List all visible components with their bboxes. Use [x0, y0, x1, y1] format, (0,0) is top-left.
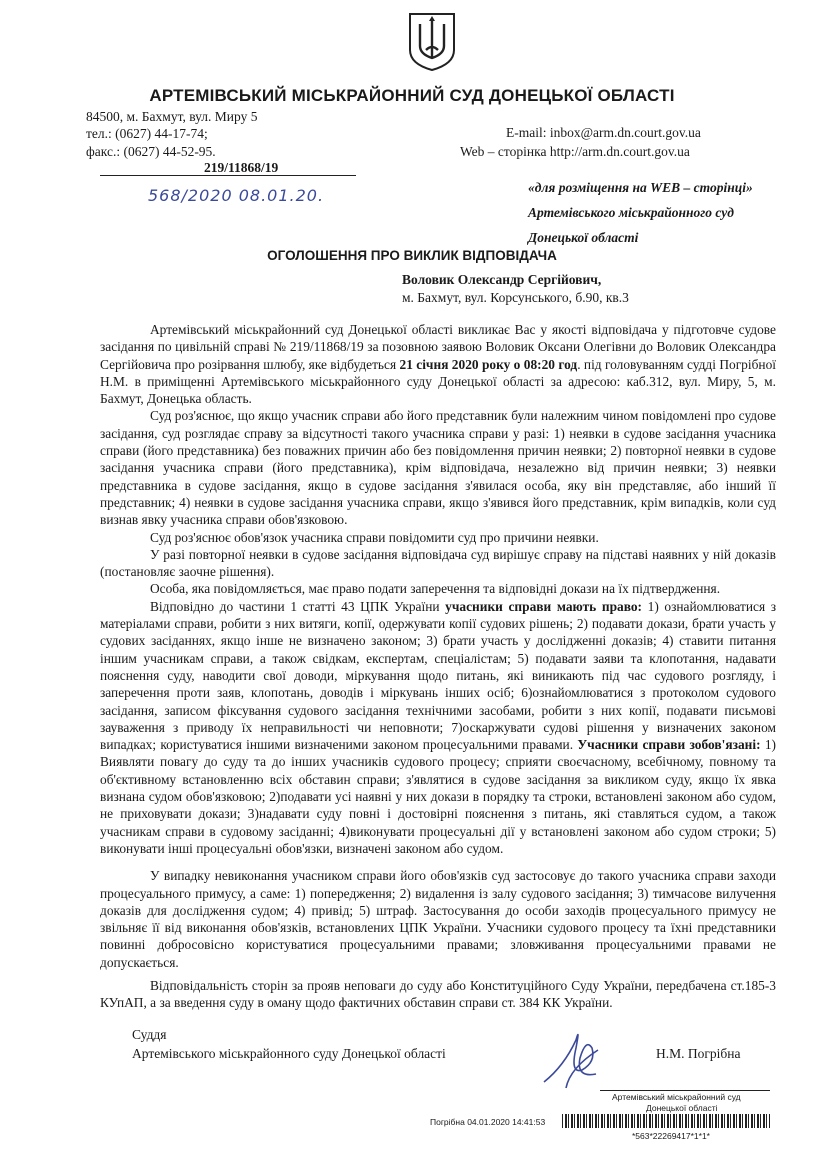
paragraph-coercion: У випадку невиконання учасником справи його обов'язків суд застосовує до такого учасника справи заходи процесуального примусу, а саме: 1) попередження; 2) видалення із залу судового засідання; 3) тимчасове вилучення доказів для дослідження судом; 4) привід; 5) штраф. Застосування до особи заходів процесуального примусу не звільняє її від виконання обов'язків, встановлених ЦПК України. Учасники судового процесу та їхні представники повинні добросовісно користуватися процесуальними правами; зловживання процесуальними правами не допускається. — [100, 868, 776, 970]
case-number-line — [100, 160, 356, 176]
signature-court: Артемівського міськрайонного суду Донецької області — [132, 1046, 446, 1061]
barcode-text: *563*22269417*1*1* — [632, 1131, 710, 1141]
paragraph-summons: Артемівський міськрайонний суд Донецької області викликає Вас у якості відповідача у підготовче судове засідання по цивільній справі № 219/11868/19 за позовною заявою Воловик Оксани Олегівни до Воловик Олександра Сергійовича про розірвання шлюбу, яке відбудеться 21 січня 2020 року о 08:20 год. під головуванням судді Погрібної Н.М. в приміщенні Артемівського міськрайонного суду Донецької області за адресою: каб.312, вул. Миру, 5, м. Бахмут, Донецька область. — [100, 322, 776, 407]
e-signature-info: Погрібна 04.01.2020 14:41:53 — [430, 1117, 546, 1127]
signature-role: Суддя — [132, 1027, 167, 1042]
paragraph-rights-duties: Відповідно до частини 1 статті 43 ЦПК України учасники справи мають право: 1) ознайомлюватися з матеріалами справи, робити з них витяги, копії, одержувати копії судових рішень; 2) подавати докази, брати участь у судових засіданнях, якщо інше не визначено законом; 3) брати участь у дослідженні доказів; 4) ставити питання іншим учасникам справи, а також свідкам, експертам, спеціалістам; 5) подавати заяви та клопотання, надавати пояснення суду, наводити свої доводи, міркування щодо питань, які виникають під час судового розгляду, і заперечення проти заяв, клопотань, доводів і міркувань інших осіб; 6)ознайомлюватися з протоколом судового засідання, записом фіксування судового засідання технічними засобами, робити з них копії, подавати письмові зауваження з приводу їх неправильності чи неповноти; 7)оскаржувати судові рішення у визначених законом випадках; користуватися іншими визначеними законом процесуальними правами. Учасники справи зобов'язані: 1) Виявляти повагу до суду та до інших учасників судового процесу; сприяти своєчасному, всебічному, повному та об'єктивному встановленню всіх обставин справи; з'являтися в судове засідання за викликом суду, якщо їх явка визнана судом обов'язковою; 2)подавати усі наявні у них докази в порядку та строки, встановлені законом або судом, не приховувати докази; 3)надавати суду повні і достовірні пояснення з питань, які ставляться судом, а також учасникам справи в судовому засіданні; 4)виконувати процесуальні дії у встановлені законом або судом строки; 5) виконувати інші процесуальні обов'язки, визначені законом або судом. — [100, 598, 776, 856]
coat-of-arms-emblem — [404, 10, 460, 72]
court-website: Web – сторінка http://arm.dn.court.gov.ua — [460, 144, 690, 159]
court-email: E-mail: inbox@arm.dn.court.gov.ua — [506, 125, 701, 140]
addressee-name: Воловик Олександр Сергійович, — [402, 272, 602, 287]
addressee-address: м. Бахмут, вул. Корсунського, б.90, кв.3 — [402, 290, 629, 305]
notice-body — [100, 321, 776, 1012]
duties-heading: Учасники справи зобов'язані: — [577, 737, 761, 753]
stamp-court: Артемівський міськрайонний суд — [612, 1092, 741, 1102]
handwritten-registration: 568/2020 08.01.20. — [148, 186, 325, 205]
barcode — [562, 1114, 770, 1128]
paragraph-absence: Суд роз'яснює, що якщо учасник справи або його представник були належним чином повідомлені про судове засідання, суд розглядає справу за відсутності такого учасника справи у разі: 1) неявки в судове засідання учасника справи (його представника) без поважних причин або без повідомлення причин неявки; 2) повторної неявки в судове засідання учасника справи (його представника), крім відповідача, незалежно від причин неявки; 3) неявки представника в судове засідання, якщо в судове засідання з'явилася особа, яку він представляє, або інший її представник; 4) неявки в судове засідання учасника справи, якщо з'явився його представник, крім випадків, коли суд визнав явку учасника справи обов'язковою. — [100, 408, 776, 528]
document-title: ОГОЛОШЕННЯ ПРО ВИКЛИК ВІДПОВІДАЧА — [267, 248, 557, 263]
signature-judge-name: Н.М. Погрібна — [656, 1046, 741, 1061]
web-placement-note: «для розміщення на WEB – сторінці» — [528, 180, 753, 195]
court-title: АРТЕМІВСЬКИЙ МІСЬКРАЙОННИЙ СУД ДОНЕЦЬКОЇ ОБЛАСТІ — [149, 86, 675, 105]
case-number: 219/11868/19 — [204, 160, 279, 175]
stamp-region: Донецької області — [646, 1103, 718, 1113]
paragraph-liability: Відповідальність сторін за прояв неповаги до суду або Конституційного Суду України, передбачена ст.185-3 КУпАП, а за введення суду в оману щодо фактичних обставин справи ст. 384 КК України. — [100, 977, 776, 1011]
court-fax: факс.: (0627) 44-52-95. — [86, 144, 216, 159]
rights-heading: учасники справи мають право: — [445, 598, 643, 614]
web-placement-region: Донецької області — [528, 230, 639, 245]
paragraph-notify: Суд роз'яснює обов'язок учасника справи повідомити суд про причини неявки. — [150, 529, 599, 545]
stamp-block — [600, 1090, 770, 1091]
web-placement-court: Артемівського міськрайонного суд — [528, 205, 734, 220]
hearing-date: 21 січня 2020 року о 08:20 год — [399, 356, 578, 372]
paragraph-repeat-absence: У разі повторної неявки в судове засідання відповідача суд вирішує справу на підставі наявних у ній доказів (постановляє заочне рішення). — [100, 546, 776, 580]
court-phone: тел.: (0627) 44-17-74; — [86, 126, 208, 141]
paragraph-objections: Особа, яка повідомляється, має право подати заперечення та відповідні докази на їх підтвердження. — [150, 581, 721, 597]
court-address: 84500, м. Бахмут, вул. Миру 5 — [86, 109, 258, 124]
